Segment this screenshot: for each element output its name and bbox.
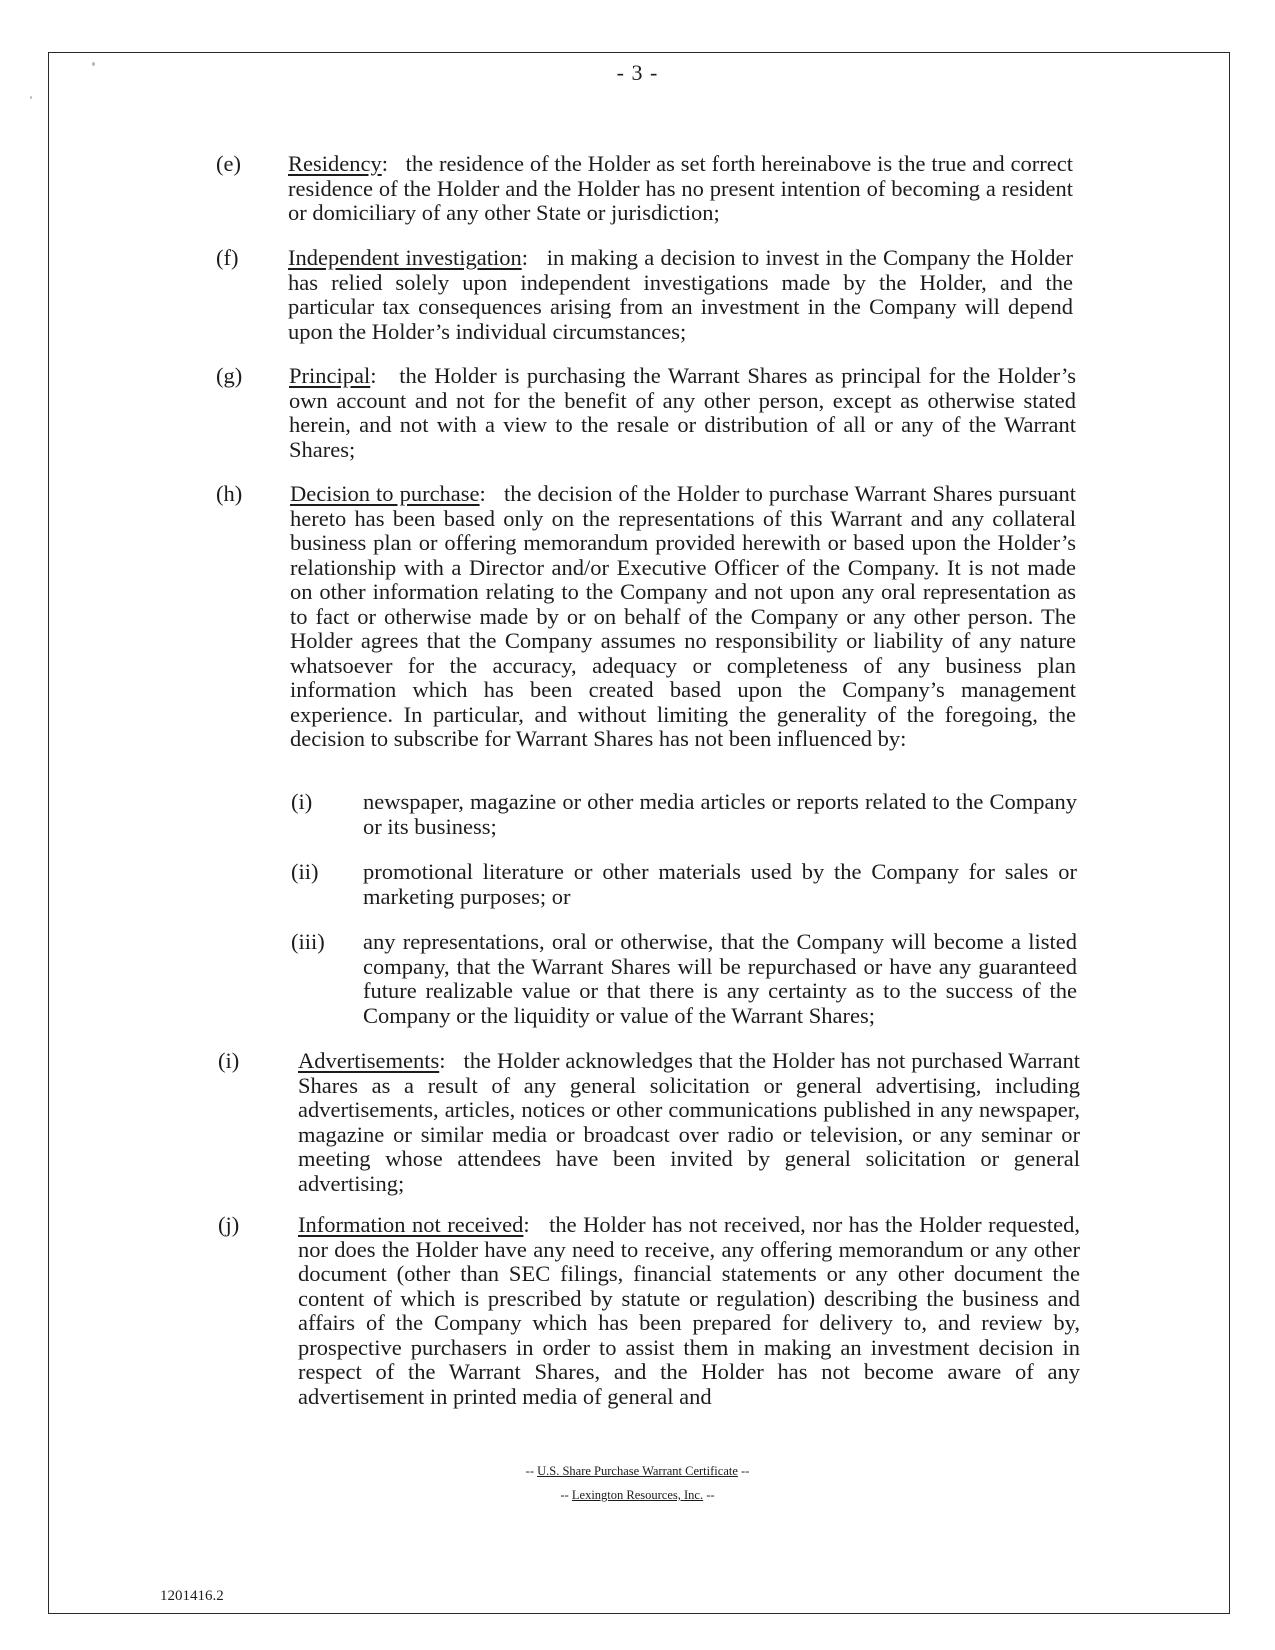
clause-label: (j) [218, 1212, 240, 1237]
footer-certificate-text: U.S. Share Purchase Warrant Certificate [537, 1464, 738, 1478]
clause-text: the Holder has not received, nor has the Holder requested, nor does the Holder have any need to receive, any offering memorandum or any other document (other than SEC filings, financial statements or any other document the content of which is prescribed by statute or regulation) describing the business and affairs of the Company which has been prepared for delivery to, and review by, prospective purchasers in order to assist them in making an investment decision in respect of the Warrant Shares, and the Holder has not become aware of any advertisement in printed media of general and [298, 1212, 1080, 1409]
clause-label: (f) [216, 245, 239, 270]
footer-certificate-title [0, 1464, 1275, 1479]
clause-label: (g) [216, 363, 243, 388]
clause-body: Information not received: the Holder has not received, nor has the Holder requested, nor does the Holder have any need to receive, any offering memorandum or any other document (other than SEC filings, financial statements or any other document the content of which is prescribed by statute or regulation) describing the business and affairs of the Company which has been prepared for delivery to, and review by, prospective purchasers in order to assist them in making an investment decision in respect of the Warrant Shares, and the Holder has not become aware of any advertisement in printed media of general and [298, 1212, 1080, 1409]
clause-body: Decision to purchase: the decision of the Holder to purchase Warrant Shares pursuant hereto has been based only on the representations of this Warrant and any collateral business plan or offering memorandum provided herewith or based upon the Holder’s relationship with a Director and/or Executive Officer of the Company. It is not made on other information relating to the Company and not upon any oral representation as to fact or otherwise made by or on behalf of the Company or any other person. The Holder agrees that the Company assumes no responsibility or liability of any nature whatsoever for the accuracy, adequacy or completeness of any business plan information which has been created based upon the Company’s management experience. In particular, and without limiting the generality of the foregoing, the decision to subscribe for Warrant Shares has not been influenced by: [290, 481, 1076, 751]
clause-heading: Residency [288, 151, 382, 176]
clause-text: the decision of the Holder to purchase Warrant Shares pursuant hereto has been based only on the representations of this Warrant and any collateral business plan or offering memorandum provided herewith or based upon the Holder’s relationship with a Director and/or Executive Officer of the Company. It is not made on other information relating to the Company and not upon any oral representation as to fact or otherwise made by or on behalf of the Company or any other person. The Holder agrees that the Company assumes no responsibility or liability of any nature whatsoever for the accuracy, adequacy or completeness of any business plan information which has been created based upon the Company’s management experience. In particular, and without limiting the generality of the foregoing, the decision to subscribe for Warrant Shares has not been influenced by: [290, 481, 1076, 751]
clause-heading: Independent investigation [288, 245, 522, 270]
subclause-label: (ii) [291, 859, 319, 884]
footer-company-text: Lexington Resources, Inc. [571, 1488, 704, 1502]
clause-heading: Information not received [298, 1212, 524, 1237]
clause-body: Advertisements: the Holder acknowledges that the Holder has not purchased Warrant Shares as a result of any general solicitation or general advertising, including advertisements, articles, notices or other communications published in any newspaper, magazine or similar media or broadcast over radio or television, or any seminar or meeting whose attendees have been invited by general solicitation or general advertising; [298, 1048, 1080, 1196]
clause-body: Independent investigation: in making a decision to invest in the Company the Holder has relied solely upon independent investigations made by the Holder, and the particular tax consequences arising from an investment in the Company will depend upon the Holder’s individual circumstances; [288, 245, 1073, 344]
subclause-label: (iii) [291, 929, 325, 954]
clause-label: (h) [216, 481, 243, 506]
subclause-body: newspaper, magazine or other media articles or reports related to the Company or its business; [363, 789, 1077, 839]
footer-dash: -- [741, 1464, 750, 1478]
clause-text: in making a decision to invest in the Company the Holder has relied solely upon independent investigations made by the Holder, and the particular tax consequences arising from an investment in the Company will depend upon the Holder’s individual circumstances; [288, 245, 1073, 344]
subclause-body: promotional literature or other materials used by the Company for sales or marketing purposes; or [363, 859, 1077, 909]
clause-label: (i) [218, 1048, 240, 1073]
clause-label: (e) [216, 151, 241, 176]
footer-dash: -- [560, 1488, 569, 1502]
footer-company-name [0, 1488, 1275, 1503]
clause-heading: Advertisements [298, 1048, 440, 1073]
subclause-label: (i) [291, 789, 313, 814]
clause-heading: Decision to purchase [290, 481, 480, 506]
subclause-body: any representations, oral or otherwise, that the Company will become a listed company, that the Warrant Shares will be repurchased or have any guaranteed future realizable value or that there is any certainty as to the success of the Company or the liquidity or value of the Warrant Shares; [363, 929, 1077, 1028]
clause-text: the Holder is purchasing the Warrant Shares as principal for the Holder’s own account and not for the benefit of any other person, except as otherwise stated herein, and not with a view to the resale or distribution of all or any of the Warrant Shares; [289, 363, 1076, 462]
clause-text: the Holder acknowledges that the Holder has not purchased Warrant Shares as a result of any general solicitation or general advertising, including advertisements, articles, notices or other communications published in any newspaper, magazine or similar media or broadcast over radio or television, or any seminar or meeting whose attendees have been invited by general solicitation or general advertising; [298, 1048, 1080, 1196]
clause-text: the residence of the Holder as set forth hereinabove is the true and correct residence of the Holder and the Holder has no present intention of becoming a resident or domiciliary of any other State or jurisdiction; [288, 151, 1073, 225]
page-number: - 3 - [616, 60, 659, 85]
clause-body: Residency: the residence of the Holder as set forth hereinabove is the true and correct residence of the Holder and the Holder has no present intention of becoming a resident or domiciliary of any other State or jurisdiction; [288, 151, 1073, 225]
clause-body: Principal: the Holder is purchasing the Warrant Shares as principal for the Holder’s own account and not for the benefit of any other person, except as otherwise stated herein, and not with a view to the resale or distribution of all or any of the Warrant Shares; [289, 363, 1076, 462]
scan-speck [30, 96, 32, 99]
footer-dash: -- [525, 1464, 534, 1478]
document-id: 1201416.2 [160, 1588, 224, 1604]
clause-heading: Principal [289, 363, 371, 388]
footer-dash: -- [706, 1488, 715, 1502]
